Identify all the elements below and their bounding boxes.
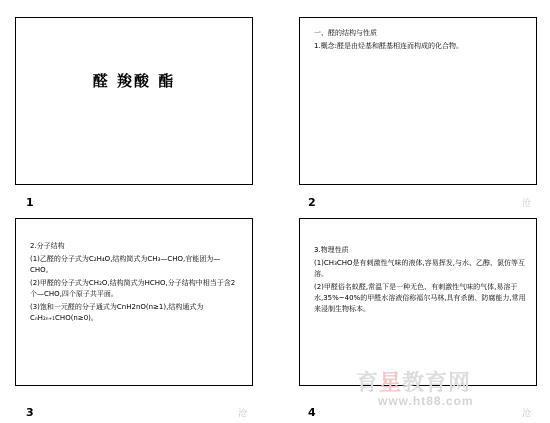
- watermark-text: 育: [356, 370, 380, 396]
- slide-4-line: (2)甲醛俗名蚁醛,常温下是一种无色、有刺激性气味的气体,易溶于水,35%~40%的甲醛水溶液俗称福尔马林,具有杀菌、防腐能力,常用来浸制生物标本。: [314, 283, 526, 313]
- slide-2-heading: 一、醛的结构与性质: [314, 29, 377, 37]
- slide-3-line: (2)甲醛的分子式为CH₂O,结构简式为HCHO,分子结构中相当于含2个—CHO,四个原子共平面。: [30, 279, 236, 298]
- slide-1[interactable]: [15, 17, 253, 185]
- slide-1-title: 醛 羧酸 酯: [92, 72, 176, 90]
- slide-3-number: 3: [26, 406, 34, 419]
- slide-4[interactable]: [299, 218, 537, 386]
- watermark-text-highlight: 星: [379, 370, 403, 396]
- slide-3-body: [30, 241, 242, 326]
- watermark-text: 教育网: [402, 370, 472, 396]
- slide-4-body: [314, 245, 526, 317]
- slide-3-line: (3)饱和一元醛的分子通式为CnH2nO(n≥1),结构通式为CₙH₂ₙ₊₁CHO(n≥0)。: [30, 303, 204, 322]
- slide-4-heading: 3.物理性质: [314, 246, 349, 254]
- slide-3-line: (1)乙醛的分子式为C₂H₄O,结构简式为CH₃—CHO,官能团为—CHO。: [30, 255, 221, 274]
- slide-2[interactable]: [299, 17, 537, 185]
- slide-4-logo-mark: 沧: [522, 409, 532, 419]
- slide-2-body: [314, 28, 526, 54]
- slide-3-logo-mark: 沧: [238, 409, 248, 419]
- watermark-url: www.ht88.com: [378, 394, 474, 408]
- slide-2-number: 2: [308, 196, 316, 209]
- slide-2-line: 1.概念:醛是由烃基和醛基相连而构成的化合物。: [314, 42, 464, 50]
- slide-4-line: (1)CH₃CHO是有刺激性气味的液体,容易挥发,与水、乙醇、氯仿等互溶。: [314, 259, 525, 278]
- slide-1-number: 1: [26, 196, 34, 209]
- slide-3-heading: 2.分子结构: [30, 242, 65, 250]
- slide-4-number: 4: [308, 406, 316, 419]
- watermark-logo: [356, 366, 471, 397]
- slide-3[interactable]: [15, 218, 253, 386]
- slide-2-logo-mark: 沧: [522, 199, 532, 209]
